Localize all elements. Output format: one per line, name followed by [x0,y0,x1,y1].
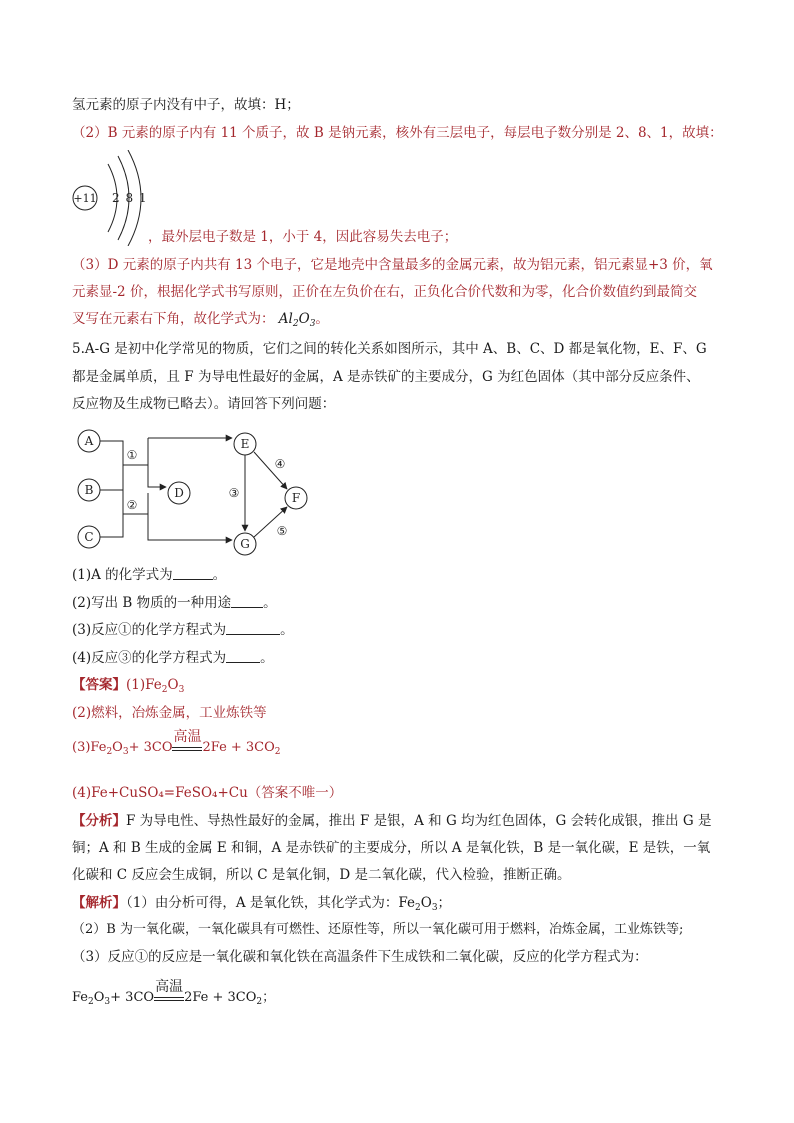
text-line: （2）B 元素的原子内有 11 个质子，故 B 是钠元素，核外有三层电子，每层电子数分别是 2、8、1，故填： [72,125,723,141]
text-line: 元素显-2 价，根据化学式书写原则，正价在左负价在右，正负化合价代数和为零，化合价数值约到最简交 [72,284,697,300]
sub-question-3: (3)反应①的化学方程式为 。 [72,622,294,638]
sub-question-2: (2)写出 B 物质的一种用途 。 [72,595,277,611]
analysis-line: 化碳和 C 反应会生成铜，所以 C 是氧化铜，D 是二氧化碳，代入检验，推断正确。 [72,867,571,883]
text-segment: 叉写在元素右下角，故化学式为： [72,311,275,327]
analysis-line: 【分析】F 为导电性、导热性最好的金属，推出 F 是银，A 和 G 均为红色固体，G 会转化成银，推出 G 是 [72,813,712,829]
answer-line: 【答案】$(1)Fe_2O_3$ [72,677,185,695]
node-g: G [240,537,250,551]
question-text: 5.A-G 是初中化学常见的物质，它们之间的转化关系如图所示，其中 A、B、C、D 都是氧化物，E、F、G [72,341,707,357]
answer-tag: 【答案】 [72,677,126,693]
reaction-condition: 高温 [154,992,184,1001]
answer-blank[interactable] [226,650,260,663]
answer-line: (4)Fe+CuSO₄=FeSO₄+Cu（答案不唯一） [72,785,343,801]
conversion-diagram [70,422,330,562]
question-text: 反应物及生成物已略去）。请回答下列问题： [72,396,336,412]
text-line: （3）D 元素的原子内共有 13 个电子，它是地壳中含量最多的金属元素，故为铝元素，铝元素显+3 价，氧 [72,257,713,273]
reaction-label-2: ② [126,498,138,512]
node-f: F [291,491,301,505]
text-line: 叉写在元素右下角，故化学式为： $Al_2O_3$。 [72,311,329,329]
sub-question-4: (4)反应③的化学方程式为 。 [72,650,274,666]
nucleus-label: +11 [73,192,97,205]
answer-blank[interactable] [231,595,263,608]
node-b: B [84,483,94,497]
al2o3-formula: $Al_2O_3$ [278,311,316,329]
explanation-line: 【解析】（1）由分析可得，A 是氧化铁，其化学式为：$Fe_2O_3$； [72,895,452,913]
reaction-label-1: ① [126,448,138,462]
text-line: ，最外层电子数是 1，小于 4，因此容易失去电子； [148,229,458,245]
reaction-condition: 高温 [172,742,202,751]
reaction-label-5: ⑤ [276,524,288,538]
analysis-line: 铜；A 和 B 生成的金属 E 和铜，A 是赤铁矿的主要成分，所以 A 是氧化铁，B 是一氧化碳，E 是铁，一氧 [72,840,711,856]
atom-structure-diagram [70,150,160,246]
sub-question-1: (1)A 的化学式为 。 [72,567,227,583]
equation-line: $Fe_2O_3+ 3CO$ 高温 $2Fe + 3CO_2$； [72,979,276,1007]
answer-line: (2)燃料，冶炼金属，工业炼铁等 [72,705,267,721]
node-e: E [240,437,250,451]
node-c: C [84,530,94,544]
reaction-label-3: ③ [228,486,240,500]
explanation-line: （2）B 为一氧化碳，一氧化碳具有可燃性、还原性等，所以一氧化碳可用于燃料，冶炼金属，工业炼铁等; [72,922,684,937]
explanation-line: （3）反应①的反应是一氧化碳和氧化铁在高温条件下生成铁和二氧化碳，反应的化学方程式为： [72,949,648,965]
shell-electrons: 2 8 1 [112,191,148,205]
text-line: 氢元素的原子内没有中子，故填：H； [72,97,300,113]
equation-line: $(3)Fe_2O_3+ 3CO$ 高温 $2Fe + 3CO_2$ [72,729,281,757]
question-text: 都是金属单质，且 F 为导电性最好的金属，A 是赤铁矿的主要成分，G 为红色固体（其中部分反应条件、 [72,369,700,385]
answer-blank[interactable] [226,622,280,635]
node-d: D [174,486,184,500]
answer-blank[interactable] [173,567,213,580]
reaction-label-4: ④ [274,457,286,471]
node-a: A [84,434,94,448]
